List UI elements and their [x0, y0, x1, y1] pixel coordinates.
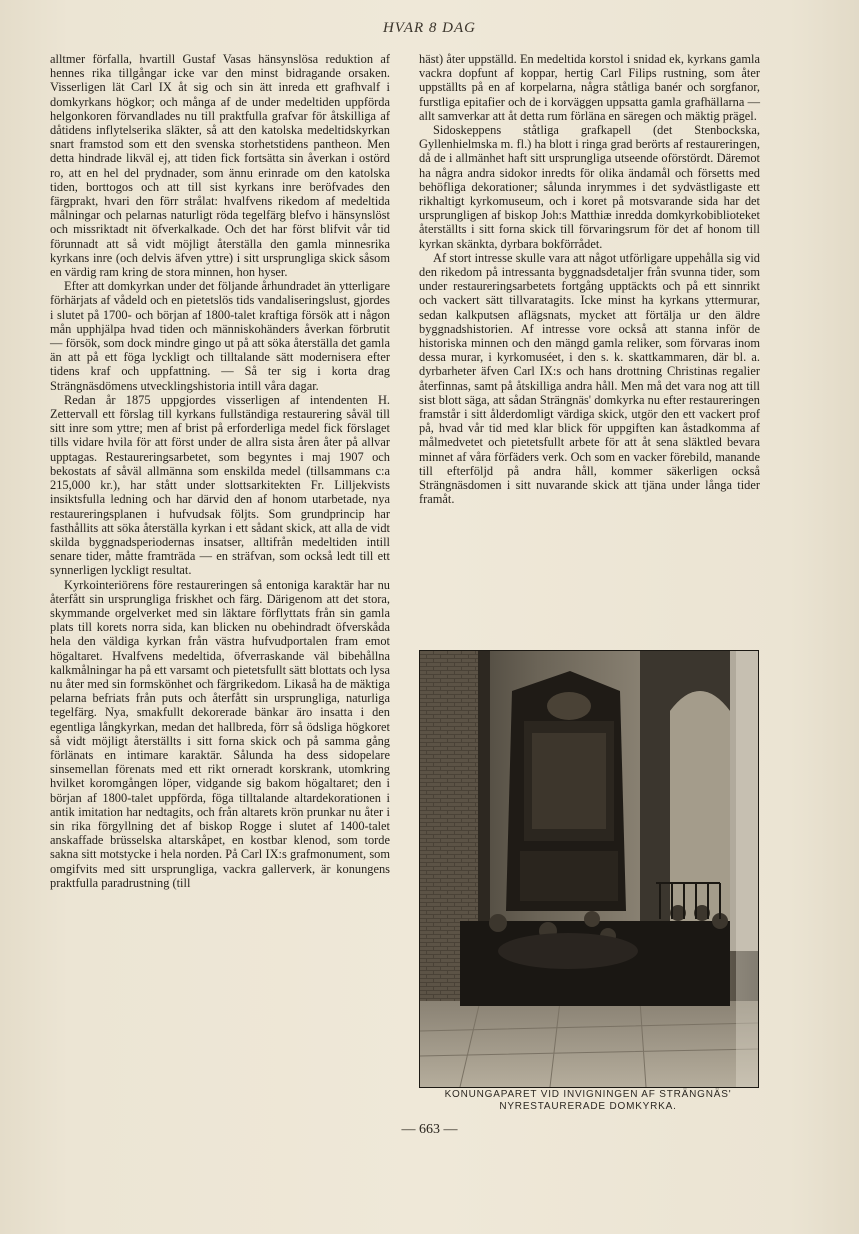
left-text-column: [50, 52, 390, 1114]
paragraph: häst) åter uppställd. En medeltida korstol i snidad ek, kyrkans gamla vackra dopfunt af koppar, hertig Carl Filips rustning, som åter uppställts på en af korpelarna, några ståtliga banér och sorgfanor, furstliga epitafier och de i korväggen uppsatta gamla grafhällarna — allt samverkar att åt detta rum förläna en säregen och mäktig prägel.: [419, 52, 760, 123]
photo-caption: KONUNGAPARET VID INVIGNINGEN AF STRÄNGNÄS' NYRESTAURERADE DOMKYRKA.: [444, 1089, 732, 1112]
running-header: HVAR 8 DAG: [382, 20, 477, 36]
paragraph: alltmer förfalla, hvartill Gustaf Vasas hänsynslösa reduktion af hennes rika tillgångar icke var den minst bidragande orsaken. Visserligen lät Carl IX åt sig och sin ätt inreda ett grafhvalf i domkyrkans högkor; och många af de under medeltiden uppförda helgonkoren förvandlades nu till praktfulla grafvar för åtskilliga af dåtidens inflytelserika släkter, så att den katolska medeltidskyrkan snart framstod som ett den svenska storhetstidens pantheon. Men detta hindrade likväl ej, att tiden fick fortsätta sin åverkan i ostörd ro, att en hel del prydnader, som ännu erinrade om den katolska tiden, borttogos och att till sist kyrkans inre beröfvades den färgprakt, hvari den förr strålat: hvalfvens rikedom af medeltida målningar och pelarnas naturligt röda tegelfärg blefvo i hänsynslöst och missriktadt nit öfverkalkade. Och det har först blifvit vår tid förunnadt att så vidt möjligt återställa den gamla minnesrika kyrkans inre (och delvis äfven yttre) i sitt ursprungliga skick såsom en värdig ram kring de stora minnen, hon hyser.: [50, 52, 390, 280]
page-number: — 663 —: [401, 1122, 458, 1137]
paragraph: Efter att domkyrkan under det följande århundradet än ytterligare förhärjats af vådeld och en pietetslös tids vandaliseringslust, gjordes i slutet på 1700- och början af 1800-talet kraftiga försök att i någon mån upphjälpa hvad tiden och människohänders åverkan förbrutit — försök, som dock mindre gingo ut på att söka återställa det gamla än att på ett föga lyckligt och tilltalande sätt modernisera efter tidens kraf och uppfattning. — Så ter sig i korta drag Strängnäsdömens utvecklingshistoria intill våra dagar.: [50, 279, 390, 393]
photo-illustration: [420, 651, 758, 1087]
paragraph: Sidoskeppens ståtliga grafkapell (det Stenbockska, Gyllenhielmska m. fl.) ha blott i ringa grad berörts af restaureringen, då de i allmänhet haft sitt ursprungliga utseende oförstördt. Däremot ha några andra sidokor inredts för olika ändamål och försetts med behöfliga dekorationer; sålunda inrymmes i det sydvästligaste ett rikhaltigt kyrkomuseum, och i koret på motsvarande sida har det ursprungligen af biskop Joh:s Matthiæ inredda domkyrkobiblioteket återställts i sitt forna skick till förvaringsrum för det af honom till kyrkan skänkta, dyrbara bokförrådet.: [419, 123, 760, 251]
paragraph: Af stort intresse skulle vara att något utförligare uppehålla sig vid den rikedom på intressanta byggnadsdetaljer från svunna tider, som under restaureringsarbetets fortgång upptäckts och på ett sinnrikt och vackert sätt tillvaratagits. Icke minst ha kyrkans yttermurar, sedan kalkputsen aflägsnats, mycket att förtälja ur den äldre byggnadshistorien. Af intresse vore också att stanna inför de historiska minnen och den mängd gamla reliker, som förvaras inom dessa murar, i kyrkomuséet, i den s. k. skattkammaren, där bl. a. dyrbarheter äfven Carl IX:s och hans drottning Christinas regalier återfinnas, samt på åtskilliga andra håll. Men må det vara nog att till sist blott säga, att sådan Strängnäs' domkyrka nu efter restaureringen framstår i sitt ålderdomligt värdiga skick, utgör den ett vackert prof på, hvad vår tid med klar blick för uppgiften kan åstadkomma af målmedvetet och pietetsfullt arbete för att åt sena släktled bevara minnet af våra förfäders verk. Och som en vacker förebild, manande till efterföljd på andra håll, kommer säkerligen också Strängnäsdomen i sitt nuvarande skick att tjäna under långa tider framåt.: [419, 250, 760, 507]
church-interior-photo: [419, 650, 759, 1088]
right-text-column: [419, 52, 760, 642]
paragraph: Redan år 1875 uppgjordes visserligen af intendenten H. Zettervall ett förslag till kyrkans fullständiga restaurering såväl till sitt inre som yttre; men af brist på erforderliga medel fick förslaget tills vidare hvila för att först under de allra sista åren åter på allvar upptagas. Restaureringsarbetet, som begyntes i maj 1907 och bekostats af såväl allmänna som enskilda medel (tillsammans c:a 215,000 kr.), har stått under slottsarkitekten Fr. Lilljekvists insiktsfulla ledning och har därvid den af honom utarbetade, nya restaureringsplanen i hufvudsak följts. Som grundprincip har fasthållits att söka återställa kyrkan i ett sådant skick, att alla de vidt skilda byggnadsperiodernas insatser, alltifrån medeltiden intill senare tider, måtte framträda — en sträfvan, som också ledt till ett synnerligen lyckligt resultat.: [50, 392, 390, 578]
paragraph: Kyrkointeriörens före restaureringen så entoniga karaktär har nu återfått sin ursprungliga friskhet och färg. Därigenom att det stora, skymmande orgelverket med sin läktare förflyttats från sin gamla plats till korets norra sida, kan blicken nu obehindradt öfverskåda hela den väldiga kyrkan från västra hufvudportalen fram emot högaltaret. Hvalfvens medeltida, öfverraskande väl bibehållna kalkmålningar ha på ett varsamt och pietetsfullt sätt blottats och lysa nu åter med sin formskönhet och färgrikedom. Likaså ha de mäktiga pelarna befriats från puts och återfått sin ursprungliga, naturliga tegelfärg. Nya, smakfullt dekorerade bänkar äro insatta i den egentliga långkyrkan, medan det hallbreda, förr så ödsliga högkoret så vidt möjligt återställts i sitt forna skick och på samma gång förlänats en intimare karaktär. Sålunda ha dess sidopelare sinsemellan förenats med ett rikt orneradt korskrank, utomkring hvilket koromgången löper, vidgande sig bakom högaltaret; den i början af 1800-talet uppförda, föga tilltalande altardekorationen i antik imitation har nedtagits, och från altarets krön prunkar nu åter i sin rika förgyllning det af biskop Rogge i slutet af 1400-talet anskaffade brüsselska altarskåpet, en kostbar klenod, som torde sakna sitt motstycke i hela norden. På Carl IX:s grafmonument, som omgifvits med sitt ursprungliga, vackra gallerverk, är konungens praktfulla paradrustning (till: [50, 577, 390, 890]
